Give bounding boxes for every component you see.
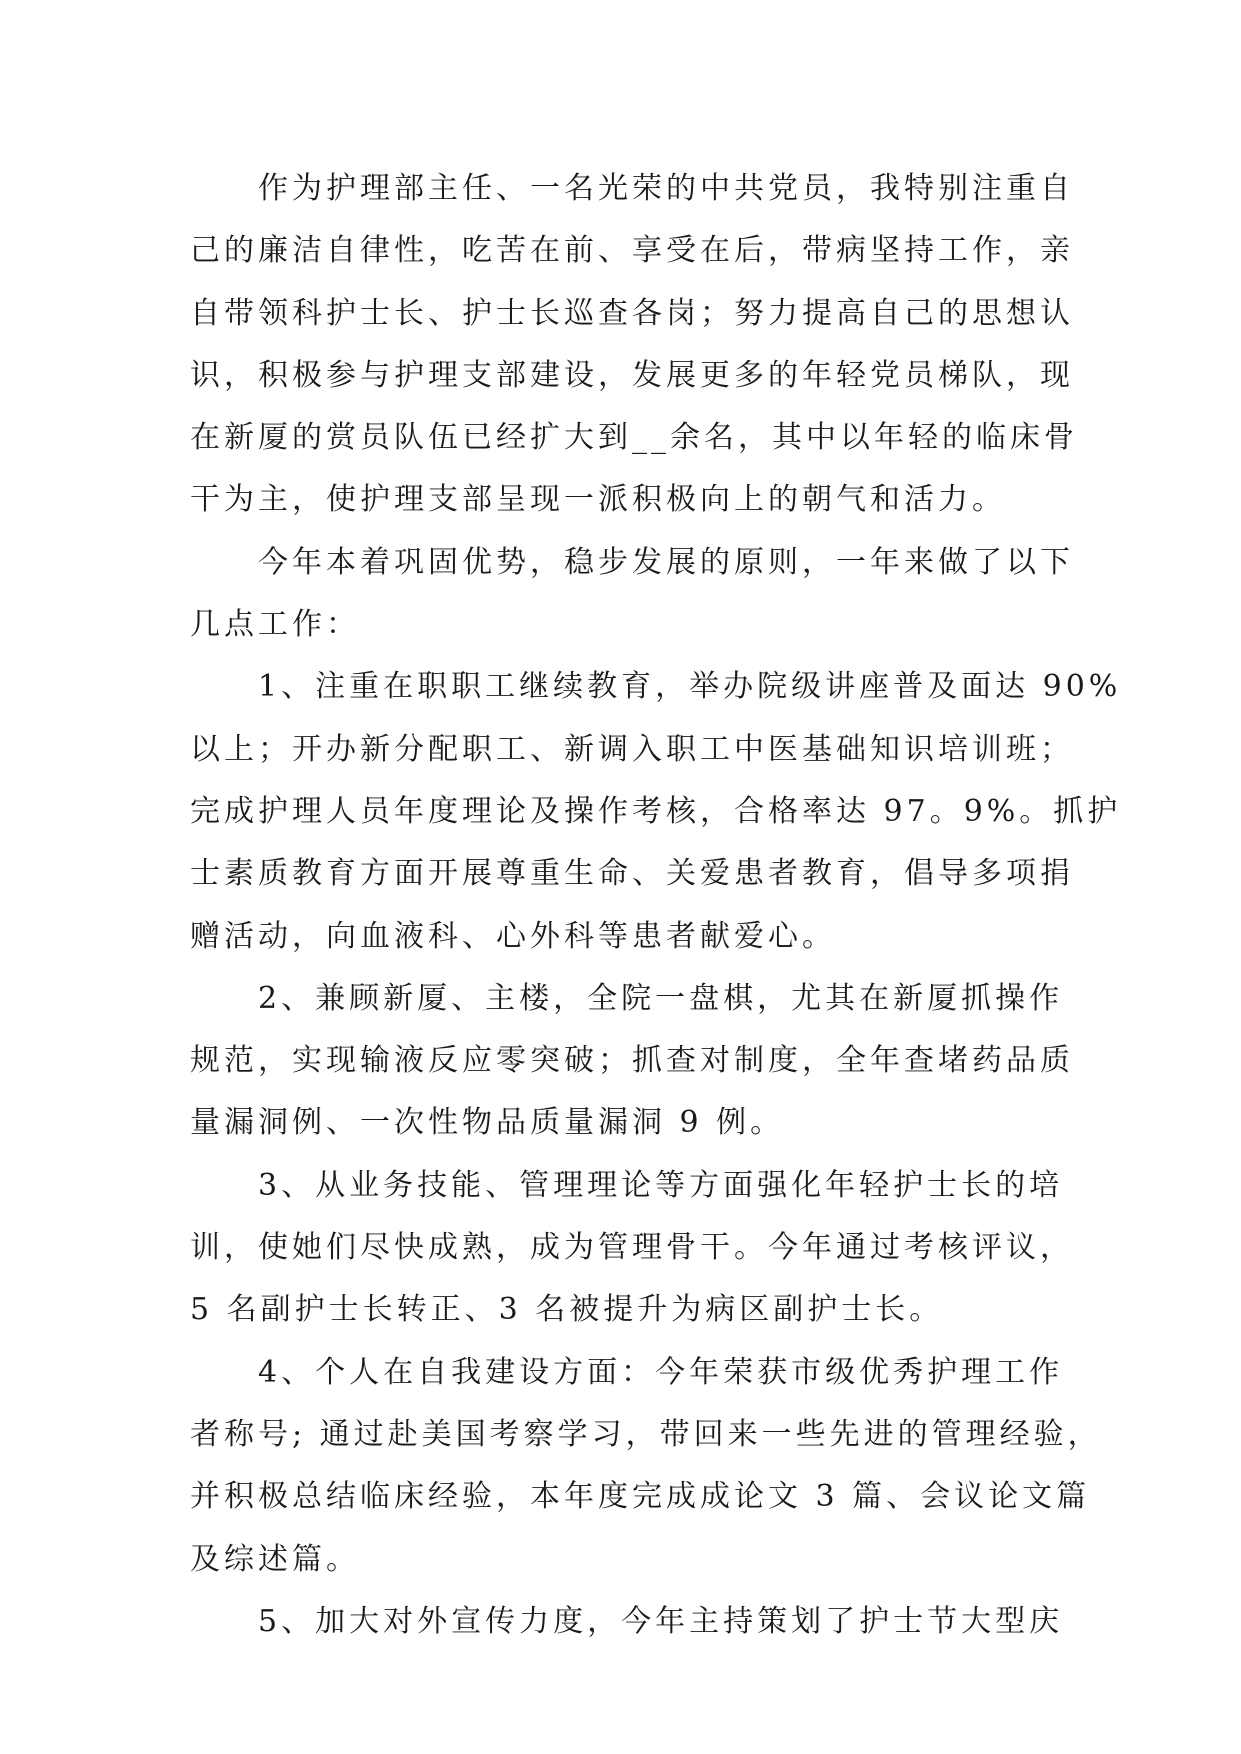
text-line: 几点工作： xyxy=(190,607,360,643)
text-line: 5、加大对外宣传力度，今年主持策划了护士节大型庆 xyxy=(258,1603,1064,1639)
paragraph-party-member xyxy=(190,158,1078,532)
paragraph-item-5 xyxy=(190,1591,1064,1653)
text-line: 4、个人在自我建设方面：今年荣获市级优秀护理工作 xyxy=(258,1354,1064,1390)
text-line: 赠活动，向血液科、心外科等患者献爱心。 xyxy=(190,918,836,954)
text-line: 在新厦的赏员队伍已经扩大到__余名，其中以年轻的临床骨 xyxy=(190,420,1078,456)
text-line: 者称号; 通过赴美国考察学习，带回来一些先进的管理经验， xyxy=(190,1416,1102,1452)
paragraph-item-3 xyxy=(190,1155,1074,1342)
paragraph-item-2 xyxy=(190,968,1074,1155)
paragraph-item-1 xyxy=(190,656,1122,967)
text-line: 5 名副护士长转正、3 名被提升为病区副护士长。 xyxy=(190,1292,944,1328)
text-line: 今年本着巩固优势，稳步发展的原则，一年来做了以下 xyxy=(258,544,1074,580)
text-line: 训，使她们尽快成熟，成为管理骨干。今年通过考核评议， xyxy=(190,1230,1074,1266)
text-line: 作为护理部主任、一名光荣的中共党员，我特别注重自 xyxy=(258,171,1074,206)
text-line: 2、兼顾新厦、主楼，全院一盘棋，尤其在新厦抓操作 xyxy=(258,980,1064,1016)
text-line: 识，积极参与护理支部建设，发展更多的年轻党员梯队，现 xyxy=(190,357,1074,393)
text-line: 1、注重在职职工继续教育，举办院级讲座普及面达 90% xyxy=(258,669,1122,705)
document-body xyxy=(190,158,1122,1653)
text-line: 完成护理人员年度理论及操作考核，合格率达 97。9%。抓护 xyxy=(190,793,1122,829)
text-line: 自带领科护士长、护士长巡查各岗；努力提高自己的思想认 xyxy=(190,295,1074,331)
text-line: 规范，实现输液反应零突破；抓查对制度，全年查堵药品质 xyxy=(190,1043,1074,1079)
text-line: 己的廉洁自律性，吃苦在前、享受在后，带病坚持工作，亲 xyxy=(190,233,1074,269)
text-line: 干为主，使护理支部呈现一派积极向上的朝气和活力。 xyxy=(190,482,1006,518)
text-line: 及综述篇。 xyxy=(190,1541,360,1577)
text-line: 以上；开办新分配职工、新调入职工中医基础知识培训班； xyxy=(190,731,1074,767)
text-line: 士素质教育方面开展尊重生命、关爱患者教育，倡导多项捐 xyxy=(190,856,1074,892)
text-line: 并积极总结临床经验，本年度完成成论文 3 篇、会议论文篇 xyxy=(190,1479,1091,1515)
paragraph-work-intro xyxy=(190,532,1074,657)
text-line: 量漏洞例、一次性物品质量漏洞 9 例。 xyxy=(190,1105,785,1141)
text-line: 3、从业务技能、管理理论等方面强化年轻护士长的培 xyxy=(258,1167,1064,1203)
paragraph-item-4 xyxy=(190,1342,1102,1591)
